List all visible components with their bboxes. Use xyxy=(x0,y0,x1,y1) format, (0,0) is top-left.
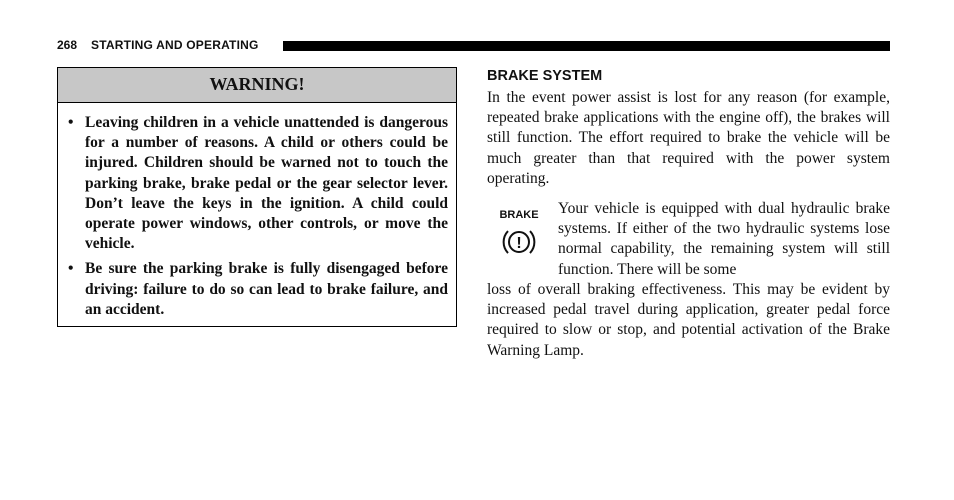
warning-item-text: Be sure the parking brake is fully disengaged before driving: failure to do so can lead to brake failure, and an accident. xyxy=(85,260,448,318)
brake-system-heading: BRAKE SYSTEM xyxy=(487,68,603,84)
warning-list xyxy=(58,103,456,320)
page-header xyxy=(57,37,890,55)
brake-icon-label: BRAKE xyxy=(499,209,539,221)
brake-paragraph-2: Your vehicle is equipped with dual hydraulic brake systems. If either of the two hydraulic systems lose normal capability, the remaining system will still function. There will be some xyxy=(558,200,890,278)
section-title: STARTING AND OPERATING xyxy=(91,38,259,52)
warning-item xyxy=(68,259,448,320)
warning-item-text: Leaving children in a vehicle unattended is dangerous for a number of reasons. A child or others could be injured. Children should be warned not to touch the parking brake, brake pedal or the gear selector lever. Don’t leave the keys in the ignition. A child could operate power windows, other controls, or move the vehicle. xyxy=(85,114,448,253)
warning-title: WARNING! xyxy=(58,68,456,103)
bullet-icon: • xyxy=(68,114,74,131)
brake-icon-symbol: ! xyxy=(516,235,522,252)
header-rule xyxy=(283,41,890,51)
warning-box xyxy=(57,67,457,327)
bullet-icon: • xyxy=(68,260,74,278)
warning-item xyxy=(68,113,448,254)
brake-warning-icon xyxy=(495,209,543,259)
page-number: 268 xyxy=(57,38,78,52)
brake-paragraph-1: In the event power assist is lost for any reason (for example, repeated brake applications with the engine off), the brakes will still function. The effort required to brake the vehicle will be much greater than that required with the power system operating. xyxy=(487,89,890,187)
brake-lamp-symbol-icon xyxy=(500,225,538,259)
brake-paragraph-3: loss of overall braking effectiveness. This may be evident by increased pedal travel during application, greater pedal force required to slow or stop, and potential activation of the Brake Warning Lamp. xyxy=(487,281,890,359)
